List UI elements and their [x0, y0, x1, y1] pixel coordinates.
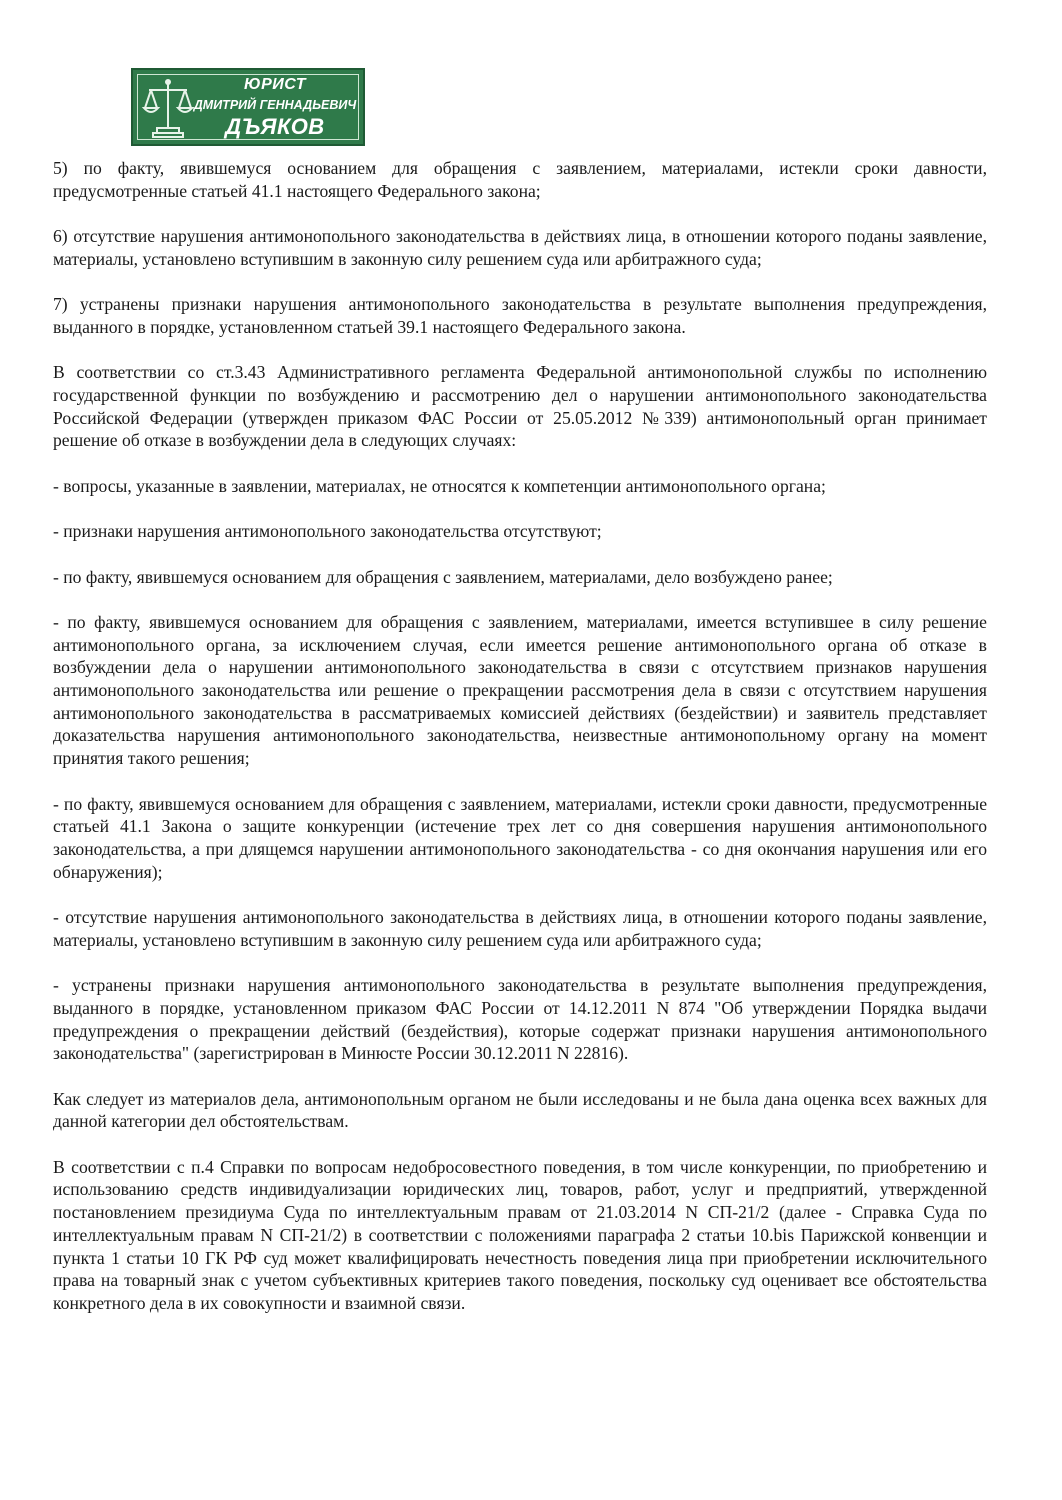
- scales-of-justice-icon: [141, 76, 195, 140]
- paragraph: 5) по факту, явившемуся основанием для обращения с заявлением, материалами, истекли сроки давности, предусмотренные статьей 41.1 настоящего Федерального закона;: [53, 158, 987, 201]
- paragraph: - по факту, явившемуся основанием для обращения с заявлением, материалами, истекли сроки давности, предусмотренные статьей 41.1 Закона о защите конкуренции (истечение трех лет со дня совершения нарушения антимонопольного законодательства, а при длящемся нарушении антимонопольного законодательства - со дня окончания нарушения или его обнаружения);: [53, 793, 987, 882]
- paragraph: Как следует из материалов дела, антимонопольным органом не были исследованы и не была дана оценка всех важных для данной категории дел обстоятельствам.: [53, 1088, 987, 1132]
- paragraph: 6) отсутствие нарушения антимонопольного законодательства в действиях лица, в отношении которого поданы заявление, материалы, установлено вступившим в законную силу решением суда или арбитражного суда;: [53, 226, 987, 269]
- lawyer-logo: [131, 68, 365, 146]
- paragraph: - по факту, явившемуся основанием для обращения с заявлением, материалами, дело возбуждено ранее;: [53, 566, 833, 587]
- paragraph: - признаки нарушения антимонопольного законодательства отсутствуют;: [53, 521, 602, 542]
- paragraph: - отсутствие нарушения антимонопольного законодательства в действиях лица, в отношении которого поданы заявление, материалы, установлено вступившим в законную силу решением суда или арбитражного суда;: [53, 907, 987, 950]
- paragraph: В соответствии со ст.3.43 Административного регламента Федеральной антимонопольной службы по исполнению государственной функции по возбуждению и рассмотрению дел о нарушении антимонопольного законодательства Российской Федерации (утвержден приказом ФАС России от 25.05.2012 №339) антимонопольный орган принимает решение об отказе в возбуждении дела в следующих случаях:: [53, 362, 987, 451]
- paragraph: В соответствии с п.4 Справки по вопросам недобросовестного поведения, в том числе конкуренции, по приобретению и использованию средств индивидуализации юридических лиц, товаров, работ, услуг и предприятий, утвержденной постановлением президиума Суда по интеллектуальным правам от 21.03.2014 N СП-21/2 (далее - Справка Суда по интеллектуальным правам N СП-21/2) в соответствии с положениями параграфа 2 статьи 10.bis Парижской конвенции и пункта 1 статьи 10 ГК РФ суд может квалифицировать нечестность поведения лица при приобретении исключительного права на товарный знак с учетом субъективных критериев такого поведения, поскольку суд оценивает все обстоятельства конкретного дела в их совокупности и взаимной связи.: [53, 1156, 987, 1313]
- paragraph: - по факту, явившемуся основанием для обращения с заявлением, материалами, имеется вступившее в силу решение антимонопольного органа, за исключением случая, если имеется решение антимонопольного органа об отказе в возбуждении дела о нарушении антимонопольного законодательства в связи с отсутствием признаков нарушения антимонопольного законодательства или решение о прекращении рассмотрения дела в связи с отсутствием нарушения антимонопольного законодательства в рассматриваемых комиссией действиях (бездействии) и заявитель представляет доказательства нарушения антимонопольного законодательства, неизвестные антимонопольному органу на момент принятия такого решения;: [53, 611, 987, 769]
- logo-name: ДМИТРИЙ ГЕННАДЬЕВИЧ: [193, 98, 357, 112]
- logo-surname: ДЪЯКОВ: [225, 114, 325, 139]
- paragraph: - устранены признаки нарушения антимонопольного законодательства в результате выполнения предупреждения, выданного в порядке, установленном приказом ФАС России от 14.12.2011 N 874 "Об утверждении Порядка выдачи предупреждения о прекращении действий (бездействия), которые содержат признаки нарушения антимонопольного законодательства" (зарегистрирован в Минюсте России 30.12.2011 N 22816).: [53, 975, 987, 1064]
- paragraph: - вопросы, указанные в заявлении, материалах, не относятся к компетенции антимонопольного органа;: [53, 475, 826, 496]
- logo-title: ЮРИСТ: [243, 76, 307, 93]
- paragraph: 7) устранены признаки нарушения антимонопольного законодательства в результате выполнения предупреждения, выданного в порядке, установленном статьей 39.1 настоящего Федерального закона.: [53, 294, 987, 337]
- document-body: [53, 157, 987, 1337]
